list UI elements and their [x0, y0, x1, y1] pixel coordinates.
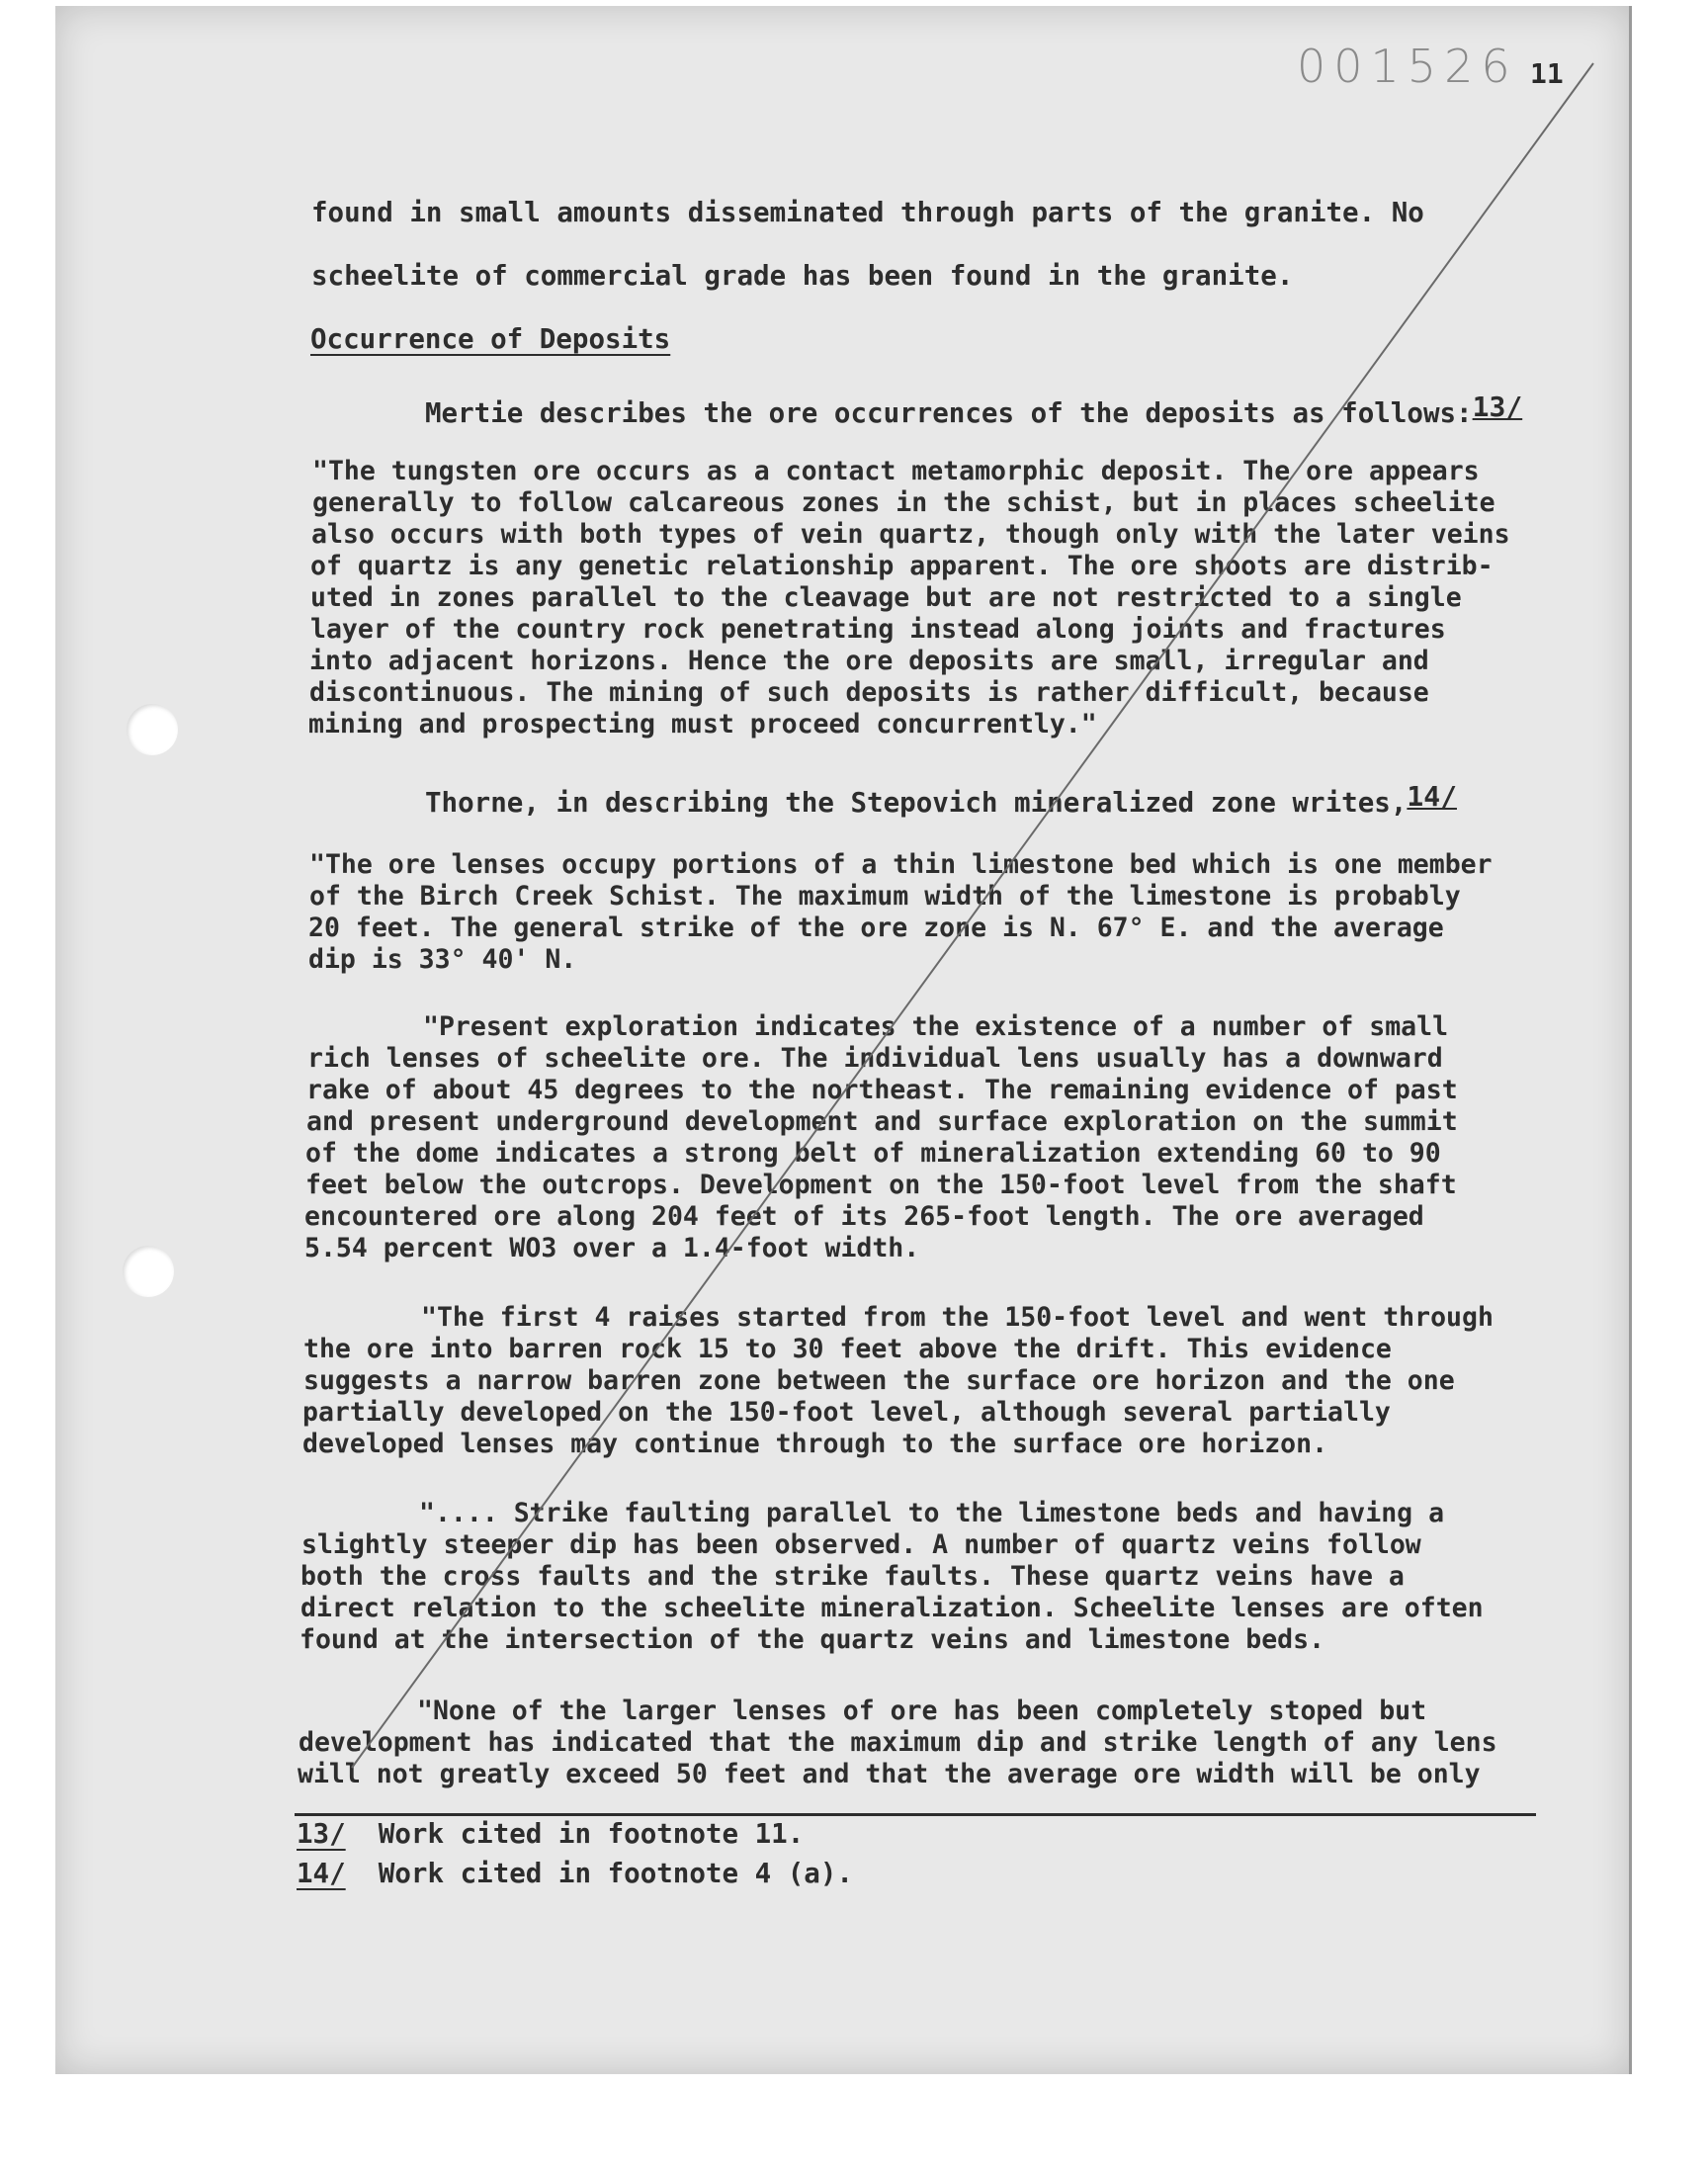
- footnote-text: Work cited in footnote 4 (a).: [378, 1858, 853, 1889]
- text-line: scheelite of commercial grade has been found in the granite.: [311, 260, 1294, 292]
- quote-line: the ore into barren rock 15 to 30 feet above the drift. This evidence: [303, 1334, 1392, 1364]
- quote-line: "None of the larger lenses of ore has been completely stoped but: [417, 1696, 1427, 1726]
- footnote-ref: 13/: [297, 1818, 346, 1850]
- quote-line: "The ore lenses occupy portions of a thin limestone bed which is one member: [309, 849, 1493, 880]
- quote-line: partially developed on the 150-foot level, although several partially: [302, 1397, 1391, 1428]
- footnote-ref-14: 14/: [1407, 780, 1457, 813]
- quote-line: encountered ore along 204 feet of its 265-foot length. The ore averaged: [304, 1201, 1424, 1232]
- thorne-intro: Thorne, in describing the Stepovich mineralized zone writes,: [425, 787, 1408, 819]
- quote-line: of the dome indicates a strong belt of mineralization extending 60 to 90: [305, 1138, 1441, 1169]
- mertie-intro: Mertie describes the ore occurrences of the deposits as follows:: [425, 397, 1473, 429]
- quote-line: and present underground development and surface exploration on the summit: [306, 1106, 1458, 1137]
- quote-line: also occurs with both types of vein quartz, though only with the later veins: [311, 519, 1510, 550]
- quote-line: "The first 4 raises started from the 150-foot level and went through: [421, 1302, 1494, 1333]
- quote-line: found at the intersection of the quartz veins and limestone beds.: [299, 1624, 1325, 1655]
- footnote-text: Work cited in footnote 11.: [378, 1818, 805, 1850]
- quote-line: direct relation to the scheelite mineralization. Scheelite lenses are often: [300, 1593, 1484, 1623]
- quote-line: suggests a narrow barren zone between the surface ore horizon and the one: [303, 1365, 1455, 1396]
- quote-line: of quartz is any genetic relationship apparent. The ore shoots are distrib-: [310, 551, 1494, 581]
- quote-line: generally to follow calcareous zones in the schist, but in places scheelite: [312, 487, 1495, 518]
- quote-line: 5.54 percent WO3 over a 1.4-foot width.: [304, 1233, 920, 1263]
- quote-line: will not greatly exceed 50 feet and that the average ore width will be only: [298, 1759, 1481, 1789]
- quote-line: developed lenses may continue through to the surface ore horizon.: [302, 1429, 1328, 1459]
- quote-line: discontinuous. The mining of such deposits is rather difficult, because: [309, 677, 1429, 708]
- quote-line: slightly steeper dip has been observed. A number of quartz veins follow: [301, 1529, 1421, 1560]
- quote-line: "The tungsten ore occurs as a contact metamorphic deposit. The ore appears: [312, 456, 1480, 486]
- quote-line: mining and prospecting must proceed concurrently.": [308, 709, 1097, 740]
- quote-line: "Present exploration indicates the existence of a number of small: [423, 1011, 1449, 1042]
- quote-line: of the Birch Creek Schist. The maximum width of the limestone is probably: [309, 881, 1461, 912]
- quote-line: into adjacent horizons. Hence the ore deposits are small, irregular and: [309, 646, 1429, 676]
- footnote-ref-13: 13/: [1472, 391, 1523, 423]
- text-line: found in small amounts disseminated through parts of the granite. No: [311, 197, 1424, 228]
- quote-line: rich lenses of scheelite ore. The individual lens usually has a downward: [307, 1043, 1443, 1074]
- quote-line: ".... Strike faulting parallel to the limestone beds and having a: [419, 1498, 1445, 1528]
- footnote-ref: 14/: [297, 1858, 346, 1889]
- strike-line: [352, 63, 1593, 1768]
- quote-line: feet below the outcrops. Development on the 150-foot level from the shaft: [305, 1170, 1457, 1200]
- quote-line: rake of about 45 degrees to the northeast. The remaining evidence of past: [306, 1075, 1458, 1105]
- quote-line: development has indicated that the maximum dip and strike length of any lens: [299, 1727, 1497, 1758]
- quote-line: both the cross faults and the strike faults. These quartz veins have a: [300, 1561, 1405, 1592]
- page-number: 11: [1530, 57, 1564, 90]
- quote-line: dip is 33° 40' N.: [308, 944, 577, 975]
- quote-line: uted in zones parallel to the cleavage but are not restricted to a single: [310, 582, 1462, 613]
- section-heading: Occurrence of Deposits: [310, 323, 671, 355]
- quote-line: 20 feet. The general strike of the ore zone is N. 67° E. and the average: [308, 913, 1444, 943]
- document-stamp: 001526: [1297, 40, 1518, 93]
- quote-line: layer of the country rock penetrating instead along joints and fractures: [310, 614, 1446, 645]
